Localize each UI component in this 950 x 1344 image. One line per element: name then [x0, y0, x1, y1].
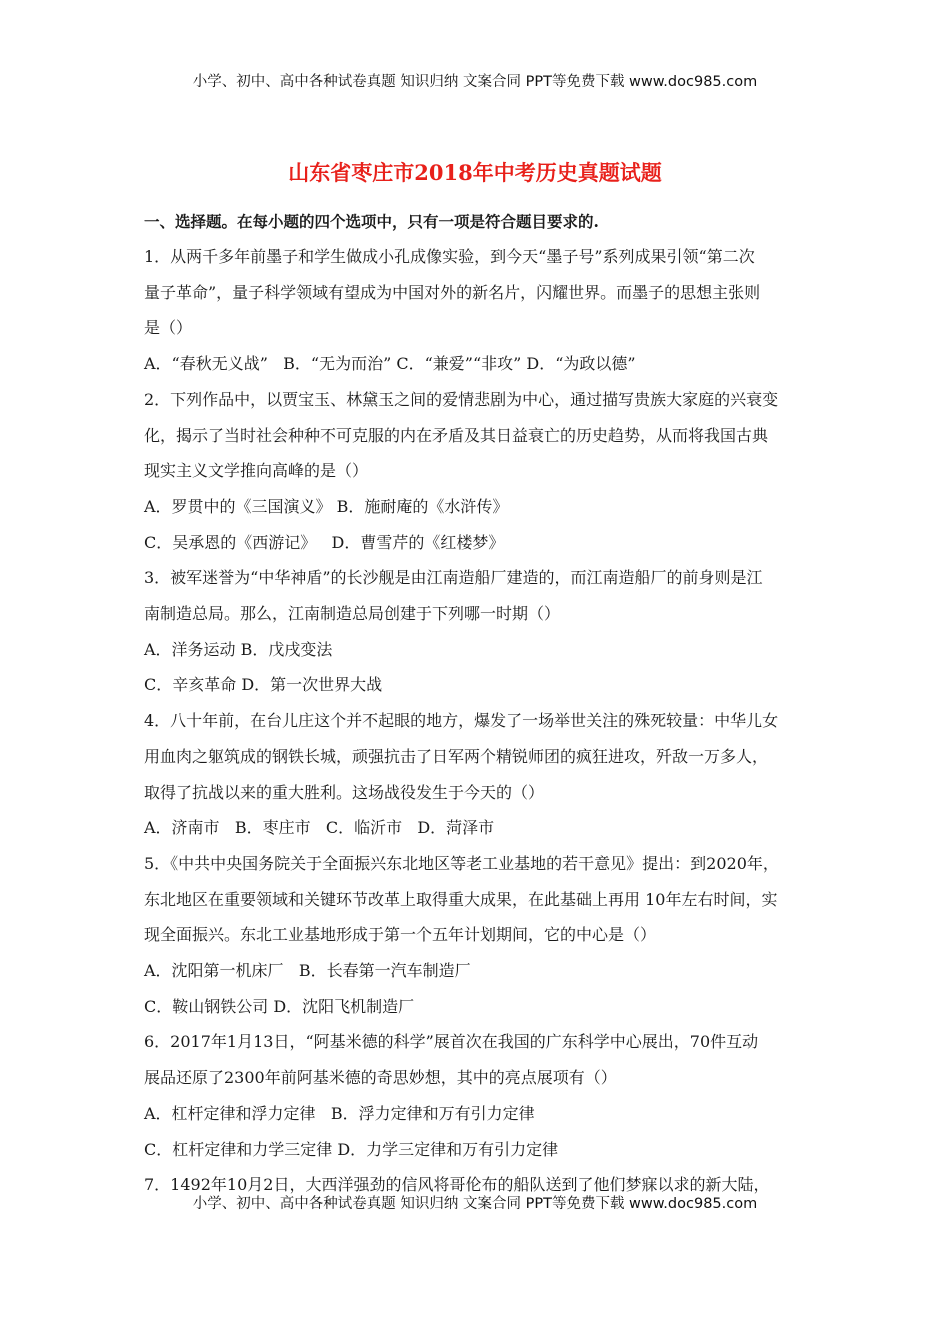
text-line: C．辛亥革命 D．第一次世界大战 — [144, 675, 383, 695]
text-line: A．洋务运动 B．戊戌变法 — [144, 639, 333, 659]
text-line: 3．被军迷誉为“中华神盾”的长沙舰是由江南造船厂建造的，而江南造船厂的前身则是江 — [144, 568, 763, 588]
text-line: 1．从两千多年前墨子和学生做成小孔成像实验，到今天“墨子号”系列成果引领“第二次 — [144, 247, 755, 266]
text-line: 5．《中共中央国务院关于全面振兴东北地区等老工业基地的若干意见》提出：到2020年， — [144, 853, 779, 873]
text-line: 现全面振兴。东北工业基地形成于第一个五年计划期间，它的中心是（） — [144, 925, 657, 945]
text-line: 2．下列作品中，以贾宝玉、林黛玉之间的爱情悲剧为中心，通过描写贵族大家庭的兴衰变 — [144, 389, 779, 409]
text-line: 南制造总局。那么，江南制造总局创建于下列哪一时期（） — [144, 604, 561, 624]
document-body — [144, 210, 824, 1203]
text-line: C．鞍山钢铁公司 D．沈阳飞机制造厂 — [144, 996, 415, 1016]
text-line: A．济南市 B．枣庄市 C．临沂市 D．菏泽市 — [144, 818, 495, 838]
page-header: 小学、初中、高中各种试卷真题 知识归纳 文案合同 PPT等免费下载 www.doc985.com — [192, 74, 758, 90]
text-line: 7．1492年10月2日，大西洋强劲的信风将哥伦布的船队送到了他们梦寐以求的新大陆， — [144, 1175, 770, 1195]
text-line: A．“春秋无义战” B．“无为而治” C．“兼爱”“非攻” D．“为政以德” — [144, 354, 636, 374]
page-footer: 小学、初中、高中各种试卷真题 知识归纳 文案合同 PPT等免费下载 www.doc985.com — [192, 1196, 758, 1212]
page-title: 山东省枣庄市2018年中考历史真题试题 — [288, 160, 662, 185]
text-line: 6．2017年1月13日，“阿基米德的科学”展首次在我国的广东科学中心展出，70件互动 — [144, 1032, 759, 1052]
text-line: 展品还原了2300年前阿基米德的奇思妙想，其中的亮点展项有（） — [144, 1068, 617, 1088]
text-line: 东北地区在重要领域和关键环节改革上取得重大成果，在此基础上再用 10年左右时间，实 — [144, 889, 778, 909]
text-line: 是（） — [144, 318, 193, 338]
text-line: 量子革命”，量子科学领域有望成为中国对外的新名片，闪耀世界。而墨子的思想主张则 — [144, 282, 761, 302]
text-line: 取得了抗战以来的重大胜利。这场战役发生于今天的（） — [144, 782, 545, 802]
text-line: A．沈阳第一机床厂 B．长春第一汽车制造厂 — [144, 961, 471, 981]
text-line: 现实主义文学推向高峰的是（） — [144, 461, 369, 481]
question-lines — [144, 239, 824, 1203]
text-line: C．杠杆定律和力学三定律 D．力学三定律和万有引力定律 — [144, 1139, 559, 1159]
text-line: 化，揭示了当时社会种种不可克服的内在矛盾及其日益衰亡的历史趋势，从而将我国古典 — [144, 425, 769, 445]
text-line: C．吴承恩的《西游记》 D．曹雪芹的《红楼梦》 — [144, 532, 505, 552]
text-line: 4．八十年前，在台儿庄这个并不起眼的地方，爆发了一场举世关注的殊死较量：中华儿女 — [144, 711, 779, 731]
text-line: A．杠杆定律和浮力定律 B．浮力定律和万有引力定律 — [144, 1103, 535, 1123]
text-line: A．罗贯中的《三国演义》 B．施耐庵的《水浒传》 — [144, 496, 509, 516]
text-line: 用血肉之躯筑成的钢铁长城，顽强抗击了日军两个精锐师团的疯狂进攻，歼敌一万多人， — [144, 746, 769, 766]
section-heading: 一、选择题。在每小题的四个选项中，只有一项是符合题目要求的. — [144, 212, 599, 231]
